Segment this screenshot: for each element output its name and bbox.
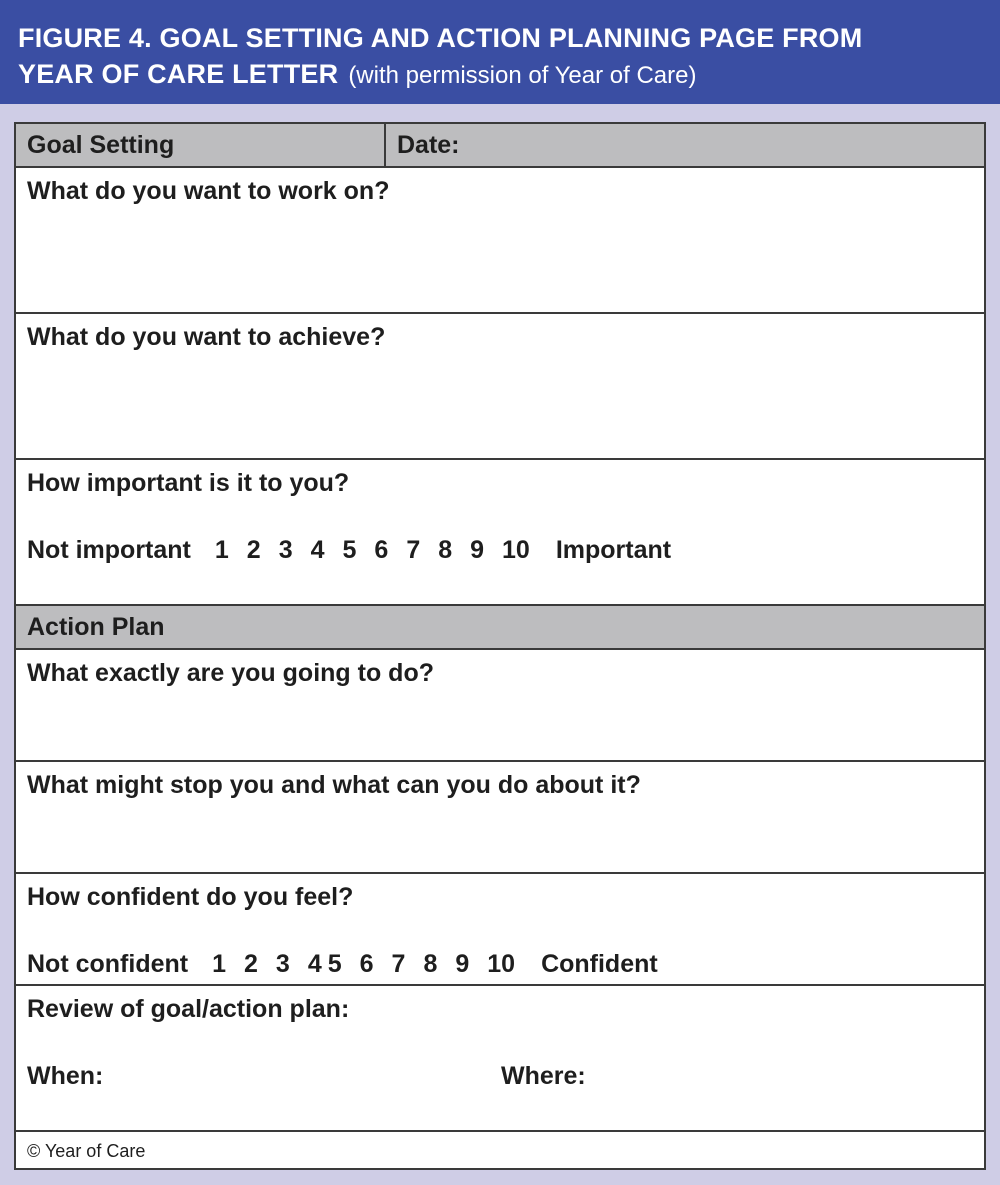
goal-setting-bar xyxy=(16,124,984,168)
figure-title-text: YEAR OF CARE LETTER xyxy=(18,59,339,89)
achieve-field[interactable] xyxy=(16,314,984,460)
confidence-option[interactable]: 4 xyxy=(307,950,322,978)
confidence-option[interactable]: 5 xyxy=(327,950,342,978)
importance-question: How important is it to you? xyxy=(27,469,350,497)
confidence-scale xyxy=(27,950,658,979)
goal-setting-label: Goal Setting xyxy=(16,124,386,166)
confidence-high-label: Confident xyxy=(541,950,658,978)
importance-option[interactable]: 5 xyxy=(342,536,357,564)
importance-option[interactable]: 7 xyxy=(406,536,421,564)
copyright-row xyxy=(16,1132,984,1168)
figure-header xyxy=(0,0,1000,104)
review-label: Review of goal/action plan: xyxy=(27,995,350,1023)
importance-low-label: Not important xyxy=(27,536,191,564)
importance-option[interactable]: 2 xyxy=(246,536,261,564)
confidence-question: How confident do you feel? xyxy=(27,883,354,911)
work-on-field[interactable] xyxy=(16,168,984,314)
importance-option[interactable]: 1 xyxy=(214,536,229,564)
confidence-row xyxy=(16,874,984,986)
date-label: Date: xyxy=(397,130,460,159)
confidence-option[interactable]: 2 xyxy=(244,950,258,978)
figure-title-line2 xyxy=(18,56,1000,94)
importance-high-label: Important xyxy=(555,536,672,564)
do-field[interactable] xyxy=(16,650,984,762)
importance-option[interactable]: 6 xyxy=(374,536,389,564)
do-question: What exactly are you going to do? xyxy=(27,659,434,687)
confidence-option[interactable]: 8 xyxy=(423,950,438,978)
figure-subtitle: (with permission of Year of Care) xyxy=(348,62,697,89)
importance-option[interactable]: 3 xyxy=(278,536,293,564)
confidence-option[interactable]: 6 xyxy=(359,950,374,978)
confidence-option[interactable]: 10 xyxy=(487,950,516,978)
date-field[interactable] xyxy=(386,124,460,166)
stop-question: What might stop you and what can you do about it? xyxy=(27,771,641,799)
where-label: Where: xyxy=(501,1062,586,1090)
review-row xyxy=(16,986,984,1132)
copyright-text: © Year of Care xyxy=(27,1141,146,1161)
confidence-low-label: Not confident xyxy=(27,950,189,978)
importance-option[interactable]: 9 xyxy=(470,536,485,564)
figure-title-line1: FIGURE 4. GOAL SETTING AND ACTION PLANNING PAGE FROM xyxy=(18,23,863,53)
action-plan-bar xyxy=(16,606,984,650)
confidence-option[interactable]: 3 xyxy=(275,950,290,978)
action-plan-label: Action Plan xyxy=(27,612,165,641)
when-label: When: xyxy=(27,1062,104,1090)
work-on-question: What do you want to work on? xyxy=(27,177,390,205)
goal-setting-form xyxy=(14,122,986,1170)
achieve-question: What do you want to achieve? xyxy=(27,323,386,351)
importance-scale xyxy=(27,536,671,565)
confidence-option[interactable]: 1 xyxy=(212,950,226,978)
importance-option[interactable]: 4 xyxy=(310,536,325,564)
importance-row xyxy=(16,460,984,606)
confidence-option[interactable]: 7 xyxy=(391,950,406,978)
importance-option[interactable]: 10 xyxy=(502,536,530,564)
importance-option[interactable]: 8 xyxy=(438,536,453,564)
confidence-option[interactable]: 9 xyxy=(455,950,470,978)
stop-field[interactable] xyxy=(16,762,984,874)
